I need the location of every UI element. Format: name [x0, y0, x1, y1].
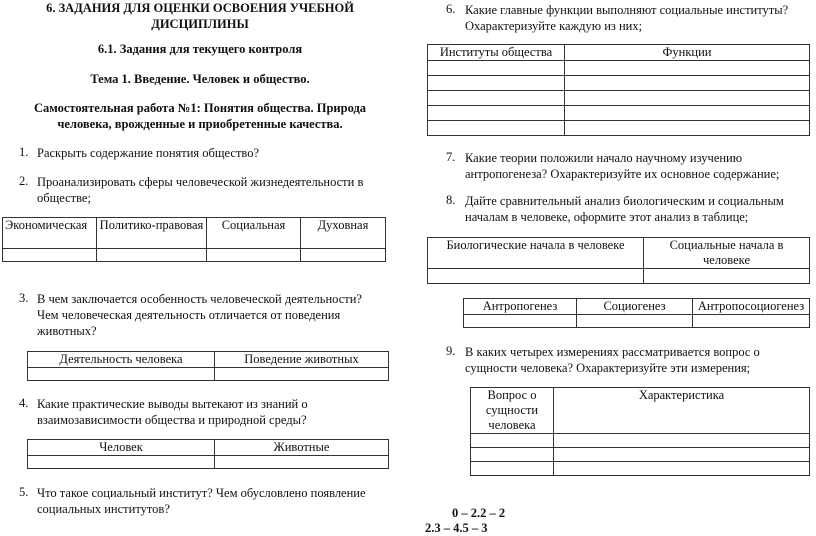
- table-header-cell: Социальные начала в человеке: [644, 238, 810, 269]
- spheres-table: [2, 217, 386, 262]
- table-header-cell: Институты общества: [428, 45, 565, 61]
- question-number: 3.: [19, 291, 29, 305]
- question-7: Какие теории положили начало научному изучению антропогенеза? Охарактеризуйте их основное содержание;: [465, 151, 780, 181]
- table-header-cell: Биологические начала в человеке: [428, 238, 644, 269]
- table-header-cell: Экономическая: [3, 218, 97, 249]
- table-cell: [644, 269, 810, 284]
- score-range-1: 0 – 2.2 – 2: [452, 506, 506, 520]
- question-number: 1.: [19, 145, 29, 159]
- table-cell: [215, 456, 389, 469]
- bio-social-table: [427, 237, 810, 284]
- table-row: [471, 434, 810, 448]
- table-row: [428, 269, 810, 284]
- table-header-row: [464, 299, 810, 315]
- table-header-cell: Вопрос о сущности человека: [471, 388, 554, 434]
- table-row: [428, 61, 810, 76]
- table-cell: [28, 368, 215, 381]
- table-cell: [565, 76, 810, 91]
- question-1: Раскрыть содержание понятия общество?: [37, 146, 260, 160]
- table-header-row: [428, 45, 810, 61]
- table-header-cell: Деятельность человека: [28, 352, 215, 368]
- table-cell: [554, 434, 810, 448]
- table-cell: [554, 462, 810, 476]
- question-number: 5.: [19, 485, 29, 499]
- human-animals-table: [27, 439, 389, 469]
- table-cell: [428, 269, 644, 284]
- table-header-cell: Антропосоциогенез: [693, 299, 810, 315]
- table-row: [471, 462, 810, 476]
- table-cell: [565, 61, 810, 76]
- table-cell: [565, 106, 810, 121]
- question-9: В каких четырех измерениях рассматривается вопрос о сущности человека? Охарактеризуйте эти измерения;: [465, 345, 760, 375]
- question-number: 7.: [446, 150, 456, 164]
- table-cell: [215, 368, 389, 381]
- institutes-table: [427, 44, 810, 136]
- table-cell: [565, 121, 810, 136]
- table-cell: [428, 61, 565, 76]
- table-cell: [471, 448, 554, 462]
- table-cell: [428, 76, 565, 91]
- table-header-cell: Человек: [28, 440, 215, 456]
- table-cell: [97, 249, 207, 262]
- table-cell: [3, 249, 97, 262]
- table-cell: [565, 91, 810, 106]
- table-row: [464, 315, 810, 328]
- table-header-cell: Политико-правовая: [97, 218, 207, 249]
- table-header-cell: Функции: [565, 45, 810, 61]
- topic-title: Тема 1. Введение. Человек и общество.: [90, 72, 310, 86]
- question-number: 4.: [19, 396, 29, 410]
- question-6: Какие главные функции выполняют социальные институты? Охарактеризуйте каждую из них;: [465, 3, 789, 33]
- table-header-cell: Животные: [215, 440, 389, 456]
- table-header-row: [28, 352, 389, 368]
- table-cell: [207, 249, 301, 262]
- work-title: Самостоятельная работа №1: Понятия общества. Природа человека, врожденные и приобретенные качества.: [33, 101, 367, 131]
- table-header-row: [28, 440, 389, 456]
- question-5: Что такое социальный институт? Чем обусловлено появление социальных институтов?: [37, 486, 366, 516]
- score-range-2: 2.3 – 4.5 – 3: [425, 521, 488, 535]
- table-cell: [464, 315, 577, 328]
- table-row: [28, 456, 389, 469]
- table-header-cell: Антропогенез: [464, 299, 577, 315]
- table-header-cell: Поведение животных: [215, 352, 389, 368]
- question-number: 2.: [19, 174, 29, 188]
- question-2: Проанализировать сферы человеческой жизнедеятельности в обществе;: [37, 175, 364, 205]
- question-4: Какие практические выводы вытекают из знаний о взаимозависимости общества и природной среды?: [37, 397, 308, 427]
- activity-table: [27, 351, 389, 381]
- anthropogenesis-table: [463, 298, 810, 328]
- question-number: 9.: [446, 344, 456, 358]
- table-cell: [428, 91, 565, 106]
- table-row: [428, 121, 810, 136]
- table-cell: [471, 462, 554, 476]
- table-cell: [554, 448, 810, 462]
- table-header-row: [3, 218, 386, 249]
- question-8: Дайте сравнительный анализ биологическим и социальным началам в человеке, оформите этот анализ в таблице;: [465, 194, 784, 224]
- table-row: [28, 368, 389, 381]
- table-row: [428, 76, 810, 91]
- question-number: 8.: [446, 193, 456, 207]
- question-3: В чем заключается особенность человеческой деятельности? Чем человеческая деятельность отличается от поведения животных?: [37, 292, 362, 338]
- table-header-row: [428, 238, 810, 269]
- table-header-cell: Духовная: [301, 218, 386, 249]
- table-header-cell: Социогенез: [577, 299, 693, 315]
- table-row: [471, 448, 810, 462]
- dimensions-table: [470, 387, 810, 476]
- table-cell: [693, 315, 810, 328]
- table-header-row: [471, 388, 810, 434]
- question-number: 6.: [446, 2, 456, 16]
- table-cell: [428, 121, 565, 136]
- table-row: [428, 91, 810, 106]
- table-cell: [577, 315, 693, 328]
- table-cell: [28, 456, 215, 469]
- table-cell: [301, 249, 386, 262]
- table-row: [428, 106, 810, 121]
- section-title: 6. ЗАДАНИЯ ДЛЯ ОЦЕНКИ ОСВОЕНИЯ УЧЕБНОЙ ДИСЦИПЛИНЫ: [46, 1, 354, 31]
- table-header-cell: Характеристика: [554, 388, 810, 434]
- subsection-title: 6.1. Задания для текущего контроля: [97, 42, 303, 56]
- table-header-cell: Социальная: [207, 218, 301, 249]
- table-cell: [428, 106, 565, 121]
- table-cell: [471, 434, 554, 448]
- table-row: [3, 249, 386, 262]
